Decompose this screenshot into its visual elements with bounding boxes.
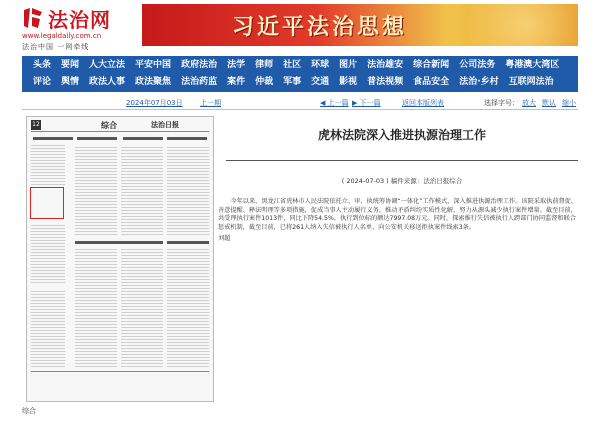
nav-item[interactable]: 平安中国 bbox=[135, 60, 172, 70]
font-size-small-link[interactable]: 缩小 bbox=[562, 99, 576, 107]
paper-headline bbox=[167, 241, 209, 244]
article-body: 今年以来，黑龙江省虎林市人民法院依托立、审、执统筹协调“一体化”工作模式，深入推进执源治理工作。该院采取执前督促、善意提醒、释法明理等多项措施，促成当事人主动履行义务，推动矛盾纠纷实质性化解，努力从源头减少执行案件增量。截至目前，共受理执行案件1013件，同比下降54.5%，执行到位标的额达7997.08万元。同时，探索推行失信被执行人跨部门协同监督和联合惩戒机制，截至目前，已将261人纳入失信被执行人名单，向公安机关移送拒执案件线索3条。 bbox=[218, 198, 578, 231]
nav-item[interactable]: 粤港澳大湾区 bbox=[505, 60, 560, 70]
paper-page-number: 12 bbox=[32, 121, 40, 128]
nav-item[interactable]: 综合新闻 bbox=[413, 60, 450, 70]
nav-item[interactable]: 要闻 bbox=[61, 60, 80, 70]
nav-item[interactable]: 法治雄安 bbox=[367, 60, 404, 70]
paper-text-column bbox=[167, 145, 209, 235]
nav-item[interactable]: 军事 bbox=[283, 77, 302, 87]
nav-item[interactable]: 政法聚焦 bbox=[135, 77, 172, 87]
nav-row-2 bbox=[28, 74, 559, 92]
nav-item[interactable]: 政法人事 bbox=[89, 77, 126, 87]
paper-headline bbox=[77, 137, 117, 140]
nav-item[interactable]: 互联网法治 bbox=[508, 77, 554, 87]
paper-text-column bbox=[121, 145, 163, 235]
paper-text-column bbox=[31, 289, 65, 367]
page-section-label: 综合 bbox=[22, 407, 36, 415]
nav-item[interactable]: 食品安全 bbox=[413, 77, 450, 87]
prev-article-link[interactable]: ◀ 上一篇 bbox=[320, 99, 349, 107]
paper-brand: 法治日报 bbox=[151, 121, 179, 129]
paper-headline bbox=[123, 137, 163, 140]
nav-row-1 bbox=[28, 57, 564, 75]
nav-item[interactable]: 案件 bbox=[227, 77, 246, 87]
nav-item[interactable]: 法治药监 bbox=[181, 77, 218, 87]
site-header bbox=[22, 0, 578, 52]
nav-item[interactable]: 人大立法 bbox=[89, 60, 126, 70]
paper-headline bbox=[33, 137, 73, 140]
nav-item[interactable]: 普法视频 bbox=[367, 77, 404, 87]
paper-text-column bbox=[121, 249, 163, 367]
main-nav bbox=[22, 56, 578, 92]
article-author: 刘超 bbox=[218, 235, 231, 242]
paper-section-title: 综合 bbox=[101, 121, 117, 130]
paper-text-column bbox=[75, 145, 117, 235]
nav-item[interactable]: 法学 bbox=[227, 60, 246, 70]
banner-decoration bbox=[442, 4, 578, 46]
article-divider bbox=[226, 160, 578, 161]
nav-item[interactable]: 法治·乡村 bbox=[459, 77, 499, 87]
back-to-page-list-link[interactable]: 返回本版列表 bbox=[402, 99, 444, 107]
newspaper-page-thumbnail[interactable] bbox=[26, 116, 214, 402]
nav-item[interactable]: 社区 bbox=[283, 60, 302, 70]
logo-mark-icon bbox=[22, 6, 44, 30]
logo-slogan: 法治中国 一网牵线 bbox=[22, 43, 90, 51]
nav-item[interactable]: 政府法治 bbox=[181, 60, 218, 70]
article-title: 虎林法院深入推进执源治理工作 bbox=[317, 128, 486, 142]
paper-text-column bbox=[31, 223, 65, 283]
paper-text-column bbox=[75, 249, 117, 367]
nav-item[interactable]: 交通 bbox=[311, 77, 330, 87]
nav-item[interactable]: 头条 bbox=[33, 60, 52, 70]
nav-item[interactable]: 律师 bbox=[255, 60, 274, 70]
nav-item[interactable]: 舆情 bbox=[61, 77, 80, 87]
logo-domain: www.legaldaily.com.cn bbox=[22, 32, 102, 40]
nav-item[interactable]: 仲裁 bbox=[255, 77, 274, 87]
issue-date-link[interactable]: 2024年07月03日 bbox=[126, 99, 183, 107]
logo-title: 法治网 bbox=[48, 8, 111, 32]
site-logo[interactable] bbox=[22, 4, 142, 50]
banner-title: 习近平法治思想 bbox=[232, 14, 408, 40]
nav-item[interactable]: 评论 bbox=[33, 77, 52, 87]
header-banner[interactable] bbox=[142, 4, 578, 46]
article-meta: ( 2024-07-03 ) 稿件来源：法治日报综合 bbox=[341, 177, 463, 185]
paper-text-column bbox=[167, 249, 209, 367]
paper-headline bbox=[167, 137, 207, 140]
font-size-big-link[interactable]: 放大 bbox=[522, 99, 536, 107]
nav-item[interactable]: 公司法务 bbox=[459, 60, 496, 70]
font-size-default-link[interactable]: 默认 bbox=[542, 99, 556, 107]
font-size-label: 选择字号： bbox=[484, 99, 519, 107]
nav-item[interactable]: 影视 bbox=[339, 77, 358, 87]
paper-headline bbox=[75, 241, 163, 244]
selected-article-highlight[interactable] bbox=[30, 187, 64, 219]
paper-masthead bbox=[31, 120, 209, 132]
paper-text-column bbox=[31, 145, 65, 185]
nav-item[interactable]: 环球 bbox=[311, 60, 330, 70]
next-article-link[interactable]: ▶ 下一篇 bbox=[352, 99, 381, 107]
nav-item[interactable]: 图片 bbox=[339, 60, 358, 70]
paper-footer bbox=[31, 371, 209, 399]
prev-issue-link[interactable]: 上一期 bbox=[200, 99, 221, 107]
toolbar-divider bbox=[22, 109, 578, 110]
